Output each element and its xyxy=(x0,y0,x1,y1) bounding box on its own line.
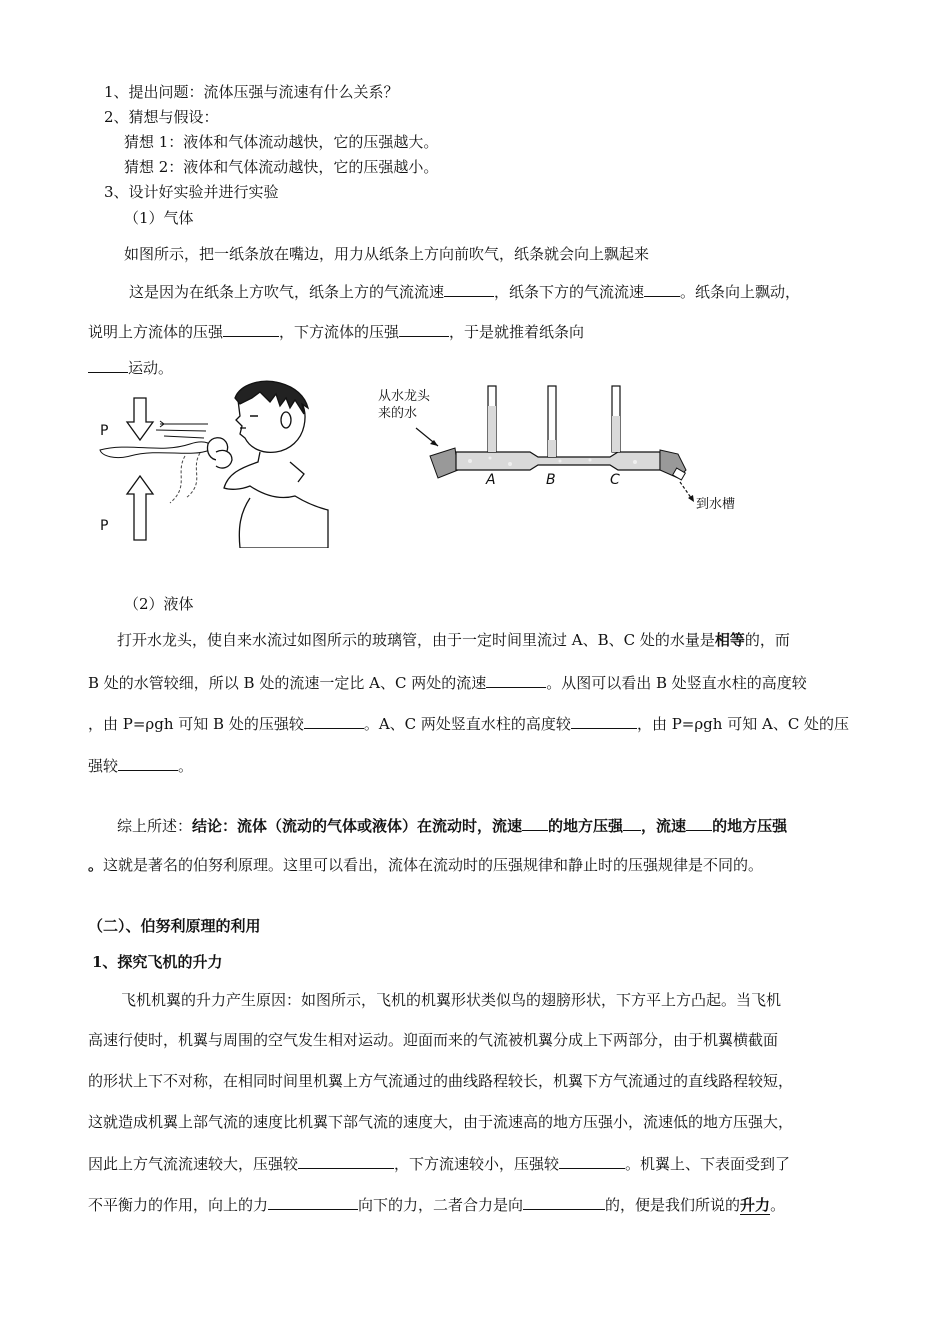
pressure-label-top: P xyxy=(100,423,109,439)
blank-ac-height[interactable] xyxy=(571,713,637,729)
lift-line-2: 高速行使时，机翼与周围的空气发生相对运动。迎面而来的气流被机翼分成上下两部分，由于机翼横截面 xyxy=(88,1031,779,1049)
liquid-p3-text-b: 。A、C 两处竖直水柱的高度较 xyxy=(363,715,571,733)
down-arrow-icon xyxy=(127,398,153,440)
liquid-p3-text-c: ，由 P=ρgh 可知 A、C 处的压 xyxy=(636,715,850,733)
blank-lower-wing-pressure[interactable] xyxy=(559,1153,625,1169)
liquid-p1-text-c: 的，而 xyxy=(744,631,790,649)
liquid-p3-text-a: ，由 P=ρgh 可知 B 处的压强较 xyxy=(88,715,304,733)
gas-p2-text-c: 。纸条向上飘动， xyxy=(680,283,801,301)
blank-upper-wing-pressure[interactable] xyxy=(298,1153,394,1169)
gas-paragraph-4 xyxy=(88,357,173,378)
lift-term: 升力 xyxy=(740,1196,771,1214)
blank-direction[interactable] xyxy=(88,357,128,373)
faucet-label-line1: 从水龙头 xyxy=(378,389,431,404)
liquid-p1-bold: 相等 xyxy=(714,631,745,649)
lift-l6-text-b: 向下的力，二者合力是向 xyxy=(358,1196,524,1214)
blank-b-pressure[interactable] xyxy=(304,713,364,729)
question-2: 2、猜想与假设： xyxy=(104,108,219,126)
gas-p3-text-b: ，下方流体的压强 xyxy=(279,323,400,341)
lift-l5-text-a: 因此上方气流流速较大，压强较 xyxy=(88,1155,299,1173)
gas-paragraph-1: 如图所示，把一纸条放在嘴边，用力从纸条上方向前吹气，纸条就会向上飘起来 xyxy=(124,245,650,263)
liquid-p1-text-a: 打开水龙头，使自来水流过如图所示的玻璃管，由于一定时间里流过 A、B、C 处的水量是 xyxy=(117,631,715,649)
gas-paragraph-3 xyxy=(88,321,584,342)
lift-line-6 xyxy=(88,1194,785,1215)
liquid-p2-text-a: B 处的水管较细，所以 B 处的流速一定比 A、C 两处的流速 xyxy=(88,674,487,692)
sink-label: 到水槽 xyxy=(696,497,736,512)
point-label-a: A xyxy=(486,472,496,488)
liquid-paragraph-2 xyxy=(88,672,807,693)
conclusion-text: 这就是著名的伯努利原理。这里可以看出，流体在流动时的压强规律和静止时的压强规律是不同的。 xyxy=(103,856,764,874)
liquid-p4-text-b: 。 xyxy=(178,757,194,775)
liquid-paragraph-4 xyxy=(88,755,193,776)
lift-line-5 xyxy=(88,1153,790,1174)
lift-l5-text-b: ，下方流速较小，压强较 xyxy=(394,1155,560,1173)
conclusion-lead: 综上所述： xyxy=(117,817,193,835)
question-3: 3、设计好实验并进行实验 xyxy=(104,183,279,201)
gas-p3-text-a: 说明上方流体的压强 xyxy=(88,323,224,341)
blowing-paper-figure xyxy=(90,378,330,548)
lift-line-1: 飞机机翼的升力产生原因：如图所示，飞机的机翼形状类似鸟的翅膀形状，下方平上方凸起。当飞机 xyxy=(121,991,782,1009)
section-2-subtitle: 1、探究飞机的升力 xyxy=(92,953,223,971)
conclusion-bold-1: 结论：流体（流动的气体或液体）在流动时，流速 xyxy=(192,817,523,835)
question-1: 1、提出问题：流体压强与流速有什么关系？ xyxy=(104,83,399,101)
conclusion-bold-3: ，流速 xyxy=(641,817,687,835)
venturi-tube-figure xyxy=(360,378,760,538)
paper-strip xyxy=(100,442,211,458)
pressure-label-bottom: P xyxy=(100,518,109,534)
inlet-nozzle xyxy=(430,448,458,478)
blank-upper-speed[interactable] xyxy=(444,281,494,297)
conclusion-bold-4: 的地方压强 xyxy=(712,817,788,835)
blank-upper-pressure[interactable] xyxy=(223,321,279,337)
point-label-c: C xyxy=(610,472,620,488)
blank-ac-pressure[interactable] xyxy=(118,755,178,771)
blank-force-direction[interactable] xyxy=(523,1194,605,1210)
blank-conclusion-speed-1[interactable] xyxy=(522,815,548,831)
guess-2: 猜想 2：液体和气体流动越快，它的压强越小。 xyxy=(124,158,439,176)
glass-tube xyxy=(456,452,660,470)
gas-paragraph-2 xyxy=(129,281,800,302)
conclusion-bold-2: 的地方压强 xyxy=(548,817,624,835)
faucet-label-line2: 来的水 xyxy=(378,406,418,421)
liquid-title: （2）液体 xyxy=(124,595,194,613)
lift-line-4: 这就造成机翼上部气流的速度比机翼下部气流的速度大，由于流速高的地方压强小，流速低的地方压强大， xyxy=(88,1113,794,1131)
blank-b-speed[interactable] xyxy=(486,672,546,688)
blank-lower-speed[interactable] xyxy=(644,281,680,297)
point-label-b: B xyxy=(546,472,556,488)
liquid-paragraph-3 xyxy=(88,713,849,734)
section-2-title: （二）、伯努利原理的利用 xyxy=(88,917,261,935)
lift-l5-text-c: 。机翼上、下表面受到了 xyxy=(625,1155,791,1173)
gas-p2-text-b: ，纸条下方的气流流速 xyxy=(494,283,645,301)
blank-force-compare[interactable] xyxy=(268,1194,358,1210)
conclusion-line-1 xyxy=(117,815,787,836)
up-arrow-icon xyxy=(127,476,153,540)
lift-l6-text-a: 不平衡力的作用，向上的力 xyxy=(88,1196,269,1214)
lift-l6-text-e: 。 xyxy=(770,1196,786,1214)
blank-conclusion-pressure-1[interactable] xyxy=(623,815,641,831)
gas-title: （1）气体 xyxy=(124,209,194,227)
liquid-p2-text-b: 。从图可以看出 B 处竖直水柱的高度较 xyxy=(546,674,807,692)
gas-p2-text-a: 这是因为在纸条上方吹气，纸条上方的气流流速 xyxy=(129,283,445,301)
gas-p3-text-c: ，于是就推着纸条向 xyxy=(449,323,585,341)
blank-lower-pressure[interactable] xyxy=(399,321,449,337)
blank-conclusion-speed-2[interactable] xyxy=(686,815,712,831)
guess-1: 猜想 1：液体和气体流动越快，它的压强越大。 xyxy=(124,133,439,151)
gas-p4-text: 运动。 xyxy=(128,359,174,377)
conclusion-bold-5: 。 xyxy=(88,856,104,874)
conclusion-line-2 xyxy=(88,855,763,875)
liquid-paragraph-1 xyxy=(117,630,790,650)
liquid-p4-text-a: 强较 xyxy=(88,757,119,775)
lift-l6-text-c: 的，便是我们所说的 xyxy=(605,1196,741,1214)
boy-figure xyxy=(207,381,328,548)
lift-line-3: 的形状上下不对称，在相同时间里机翼上方气流通过的曲线路程较长，机翼下方气流通过的直线路程较短， xyxy=(88,1072,794,1090)
